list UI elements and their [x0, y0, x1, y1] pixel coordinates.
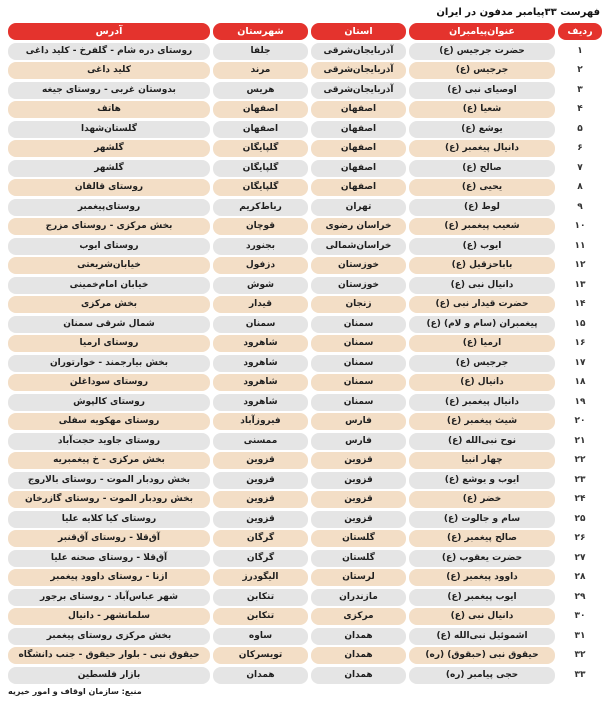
prophet-title-cell: یحیی (ع) [409, 179, 555, 196]
table-row [8, 296, 602, 313]
prophet-title-cell: ایوب و یوشع (ع) [409, 472, 555, 489]
address-cell: خیابان امام‌خمینی [8, 277, 210, 294]
prophet-title-cell: ارمیا (ع) [409, 335, 555, 352]
address-cell: حیقوق نبی - بلوار حیقوق - جنب دانشگاه [8, 647, 210, 664]
province-cell: خراسان رضوی [311, 218, 406, 235]
prophet-title-cell: حضرت قیدار نبی (ع) [409, 296, 555, 313]
prophet-title-cell: نوح نبی‌الله (ع) [409, 433, 555, 450]
table-row [8, 569, 602, 586]
county-cell: دزفول [213, 257, 308, 274]
row-number: ۳۳ [574, 669, 586, 680]
source-note: منبع: سازمان اوقاف و امور خیریه [8, 687, 142, 696]
table-row [8, 433, 602, 450]
row-number: ۱۳ [574, 279, 586, 290]
prophet-title-cell: ایوب (ع) [409, 238, 555, 255]
row-number: ۳ [577, 84, 583, 95]
row-number: ۲۵ [574, 513, 586, 524]
table-row [8, 472, 602, 489]
table-row [8, 589, 602, 606]
county-cell: فیروزآباد [213, 413, 308, 430]
county-cell: الیگودرز [213, 569, 308, 586]
province-cell: قزوین [311, 491, 406, 508]
table-row [8, 452, 602, 469]
prophet-title-cell: اشموئیل نبی‌الله (ع) [409, 628, 555, 645]
province-cell: آذربایجان‌شرقی [311, 43, 406, 60]
address-cell: شمال شرقی سمنان [8, 316, 210, 333]
table-row [8, 511, 602, 528]
table-row [8, 355, 602, 372]
prophet-title-cell: چهار انبیا [409, 452, 555, 469]
prophet-title-cell: داوود پیغمبر (ع) [409, 569, 555, 586]
row-number: ۹ [577, 201, 583, 212]
table-row [8, 62, 602, 79]
table-row [8, 374, 602, 391]
county-cell: گلپایگان [213, 140, 308, 157]
province-cell: فارس [311, 413, 406, 430]
province-cell: قزوین [311, 472, 406, 489]
prophets-table [0, 23, 610, 684]
prophet-title-cell: دانیال پیغمبر (ع) [409, 394, 555, 411]
row-number: ۱۴ [574, 299, 586, 309]
table-row [8, 647, 602, 664]
province-cell: سمنان [311, 335, 406, 352]
county-cell: قزوین [213, 452, 308, 469]
header-county: شهرستان [213, 23, 308, 40]
row-number: ۶ [577, 143, 583, 153]
province-cell: همدان [311, 647, 406, 664]
address-cell: خیابان‌شریعتی [8, 257, 210, 274]
row-number: ۲۸ [574, 572, 586, 582]
county-cell: ساوه [213, 628, 308, 645]
prophet-title-cell: لوط (ع) [409, 199, 555, 216]
prophet-title-cell: پیغمبران (سام و لام) (ع) [409, 316, 555, 333]
province-cell: گلستان [311, 530, 406, 547]
table-row [8, 394, 602, 411]
header-row-number: ردیف [558, 23, 602, 40]
province-cell: همدان [311, 628, 406, 645]
county-cell: گلپایگان [213, 160, 308, 177]
row-number: ۵ [577, 123, 583, 134]
county-cell: هریس [213, 82, 308, 99]
prophet-title-cell: حجی پیامبر (ره) [409, 667, 555, 684]
row-number: ۱۲ [574, 260, 586, 270]
county-cell: قزوین [213, 491, 308, 508]
province-cell: مازندران [311, 589, 406, 606]
row-number: ۴ [577, 104, 583, 114]
header-prophet-title: عنوان‌پیامبران [409, 23, 555, 40]
row-number: ۲۶ [574, 533, 586, 543]
row-number: ۸ [577, 182, 583, 192]
county-cell: قزوین [213, 472, 308, 489]
address-cell: روستای دره شام - گلفرخ - کلید داغی [8, 43, 210, 60]
province-cell: آذربایجان‌شرقی [311, 82, 406, 99]
county-cell: شاهرود [213, 374, 308, 391]
prophet-title-cell: جرجیس (ع) [409, 62, 555, 79]
prophet-title-cell: حضرت یعقوب (ع) [409, 550, 555, 567]
address-cell: هاتف [8, 101, 210, 118]
prophet-title-cell: شعیب پیغمبر (ع) [409, 218, 555, 235]
county-cell: مرند [213, 62, 308, 79]
table-row [8, 218, 602, 235]
table-row [8, 628, 602, 645]
address-cell: روستای‌پیغمبر [8, 199, 210, 216]
prophet-title-cell: خضر (ع) [409, 491, 555, 508]
prophet-title-cell: شیث پیغمبر (ع) [409, 413, 555, 430]
prophet-title-cell: حیقوق نبی (حبقوق) (ره) [409, 647, 555, 664]
prophet-title-cell: صالح پیغمبر (ع) [409, 530, 555, 547]
row-number: ۱۱ [574, 240, 586, 251]
province-cell: گلستان [311, 550, 406, 567]
province-cell: اصفهان [311, 101, 406, 118]
address-cell: آق‌قلا - روستای آق‌قنبر [8, 530, 210, 547]
address-cell: روستای مهکویه سفلی [8, 413, 210, 430]
prophet-title-cell: دانیال (ع) [409, 374, 555, 391]
address-cell: بخش مرکزی - روستای مزرج [8, 218, 210, 235]
county-cell: تویسرکان [213, 647, 308, 664]
table-row [8, 530, 602, 547]
address-cell: بدوستان غربی - روستای جیغه [8, 82, 210, 99]
county-cell: جلفا [213, 43, 308, 60]
row-number: ۳۲ [574, 650, 586, 660]
address-cell: سلمانشهر - دانیال [8, 608, 210, 625]
province-cell: اصفهان [311, 121, 406, 138]
table-row [8, 140, 602, 157]
address-cell: بخش مرکزی [8, 296, 210, 313]
county-cell: قوچان [213, 218, 308, 235]
row-number: ۱۰ [574, 221, 586, 231]
county-cell: شاهرود [213, 394, 308, 411]
province-cell: قزوین [311, 511, 406, 528]
row-number: ۷ [577, 162, 583, 173]
page-title: فهرست ۳۳پیامبر مدفون در ایران [436, 7, 600, 18]
prophet-title-cell: شعیا (ع) [409, 101, 555, 118]
address-cell: روستای قالقان [8, 179, 210, 196]
province-cell: زنجان [311, 296, 406, 313]
address-cell: بخش بیارجمند - خوارتوران [8, 355, 210, 372]
address-cell: ازنا - روستای داوود پیغمبر [8, 569, 210, 586]
table-row [8, 257, 602, 274]
table-row [8, 199, 602, 216]
address-cell: روستای ارمیا [8, 335, 210, 352]
row-number: ۲۷ [574, 552, 586, 563]
prophet-title-cell: صالح (ع) [409, 160, 555, 177]
province-cell: فارس [311, 433, 406, 450]
county-cell: شاهرود [213, 335, 308, 352]
county-cell: همدان [213, 667, 308, 684]
province-cell: قزوین [311, 452, 406, 469]
table-row [8, 160, 602, 177]
county-cell: اصفهان [213, 121, 308, 138]
province-cell: سمنان [311, 394, 406, 411]
table-header-row [8, 23, 602, 40]
province-cell: مرکزی [311, 608, 406, 625]
row-number: ۱۶ [574, 338, 586, 348]
table-row [8, 101, 602, 118]
prophet-title-cell: یوشع (ع) [409, 121, 555, 138]
province-cell: اصفهان [311, 179, 406, 196]
prophet-title-cell: دانیال نبی (ع) [409, 608, 555, 625]
county-cell: اصفهان [213, 101, 308, 118]
table-row [8, 491, 602, 508]
address-cell: گلستان‌شهدا [8, 121, 210, 138]
province-cell: همدان [311, 667, 406, 684]
county-cell: گرگان [213, 550, 308, 567]
table-row [8, 277, 602, 294]
row-number: ۲۴ [574, 494, 586, 504]
province-cell: سمنان [311, 374, 406, 391]
row-number: ۲۳ [574, 474, 586, 485]
province-cell: سمنان [311, 316, 406, 333]
address-cell: گلشهر [8, 140, 210, 157]
row-number: ۳۰ [574, 611, 586, 621]
header-address: آدرس [8, 23, 210, 40]
address-cell: بخش مرکزی - خ پیغمبریه [8, 452, 210, 469]
county-cell: شوش [213, 277, 308, 294]
county-cell: گلپایگان [213, 179, 308, 196]
county-cell: قیدار [213, 296, 308, 313]
row-number: ۲۱ [574, 435, 586, 446]
table-body [8, 43, 602, 684]
table-row [8, 43, 602, 60]
row-number: ۲۰ [574, 416, 586, 426]
table-row [8, 608, 602, 625]
header-province: استان [311, 23, 406, 40]
table-row [8, 413, 602, 430]
row-number: ۱۷ [574, 357, 586, 368]
county-cell: بجنورد [213, 238, 308, 255]
prophet-title-cell: دانیال پیغمبر (ع) [409, 140, 555, 157]
table-row [8, 335, 602, 352]
province-cell: آذربایجان‌شرقی [311, 62, 406, 79]
county-cell: شاهرود [213, 355, 308, 372]
address-cell: بخش رودبار الموت - روستای گازرخان [8, 491, 210, 508]
row-number: ۱۸ [574, 377, 586, 387]
row-number: ۲۲ [574, 455, 586, 465]
address-cell: کلید داغی [8, 62, 210, 79]
row-number: ۳۱ [574, 630, 586, 641]
prophet-title-cell: دانیال نبی (ع) [409, 277, 555, 294]
table-row [8, 238, 602, 255]
province-cell: خوزستان [311, 277, 406, 294]
address-cell: بخش رودبار الموت - روستای بالاروج [8, 472, 210, 489]
table-row [8, 82, 602, 99]
row-number: ۱۹ [574, 396, 586, 407]
row-number: ۲۹ [574, 591, 586, 602]
county-cell: تنکابن [213, 589, 308, 606]
county-cell: رباط‌کریم [213, 199, 308, 216]
address-cell: روستای جاوید حجت‌آباد [8, 433, 210, 450]
prophet-title-cell: حضرت جرجیس (ع) [409, 43, 555, 60]
province-cell: سمنان [311, 355, 406, 372]
table-row [8, 667, 602, 684]
address-cell: گلشهر [8, 160, 210, 177]
county-cell: قزوین [213, 511, 308, 528]
address-cell: آق‌قلا - روستای صحنه علیا [8, 550, 210, 567]
county-cell: ممسنی [213, 433, 308, 450]
table-row [8, 121, 602, 138]
county-cell: سمنان [213, 316, 308, 333]
address-cell: بازار فلسطین [8, 667, 210, 684]
row-number: ۱۵ [574, 318, 586, 329]
province-cell: خراسان‌شمالی [311, 238, 406, 255]
address-cell: شهر عباس‌آباد - روستای برجور [8, 589, 210, 606]
table-row [8, 179, 602, 196]
prophet-title-cell: سام و جالوت (ع) [409, 511, 555, 528]
row-number: ۲ [577, 65, 583, 75]
address-cell: روستای کیا کلایه علیا [8, 511, 210, 528]
province-cell: اصفهان [311, 160, 406, 177]
province-cell: خوزستان [311, 257, 406, 274]
province-cell: اصفهان [311, 140, 406, 157]
province-cell: تهران [311, 199, 406, 216]
table-row [8, 550, 602, 567]
row-number: ۱ [577, 45, 583, 56]
province-cell: لرستان [311, 569, 406, 586]
prophet-title-cell: باباحزقیل (ع) [409, 257, 555, 274]
prophet-title-cell: اوصیای نبی (ع) [409, 82, 555, 99]
county-cell: تنکابن [213, 608, 308, 625]
address-cell: روستای کالپوش [8, 394, 210, 411]
address-cell: روستای سوداغلن [8, 374, 210, 391]
table-row [8, 316, 602, 333]
address-cell: بخش مرکزی روستای پیغمبر [8, 628, 210, 645]
county-cell: گرگان [213, 530, 308, 547]
prophet-title-cell: ایوب پیغمبر (ع) [409, 589, 555, 606]
prophet-title-cell: جرجیس (ع) [409, 355, 555, 372]
address-cell: روستای ایوب [8, 238, 210, 255]
